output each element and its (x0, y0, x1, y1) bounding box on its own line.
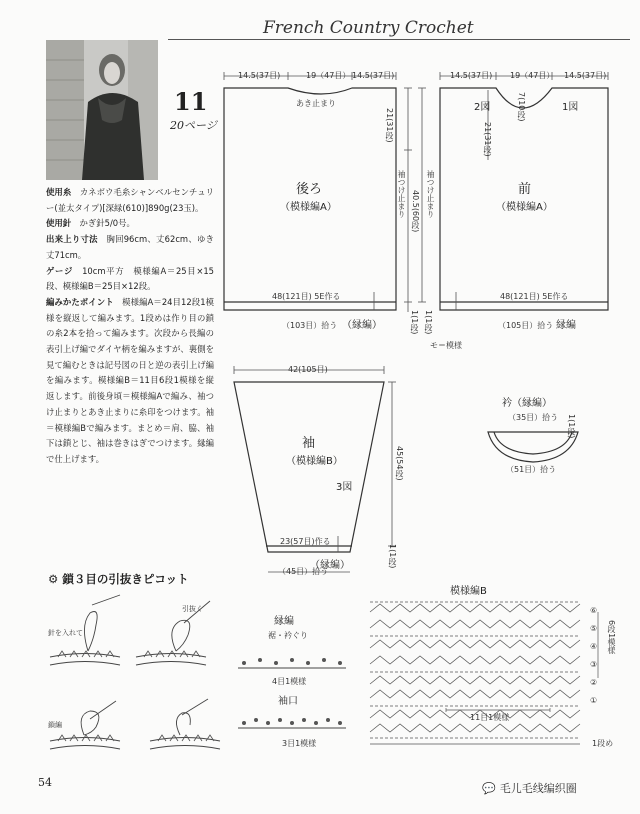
sleeve-height: 45(54段) (395, 446, 404, 481)
collar-height: 1(1段) (567, 414, 576, 439)
size-text: 胸回96cm、丈62cm、ゆき丈71cm。 (46, 234, 215, 260)
front-neck-depth: 7(10段) (517, 92, 526, 122)
front-pick: （105目）拾う (498, 321, 554, 330)
front-dim-top-left: 14.5(37目) (450, 71, 493, 80)
back-bottom-dim: 48(121目) 5E作る (272, 292, 341, 301)
back-dim-top-right: 14.5(37目) (352, 71, 395, 80)
page-reference: 20ページ (170, 119, 217, 132)
back-title: 後ろ (296, 182, 323, 197)
front-neck-left: 2図 (474, 102, 491, 113)
front-dim-top-mid: 19（47目） (510, 71, 555, 80)
row-5: ⑤ (590, 624, 598, 633)
row-2: ② (590, 678, 598, 687)
edging-title: 縁編 (274, 616, 294, 627)
back-sleeve-stop: 袖つけ止まり (397, 170, 406, 218)
wechat-icon: 💬 (482, 781, 496, 795)
picot-note-2: 引抜く (182, 605, 203, 613)
sleeve-figure: 3図 (336, 482, 353, 493)
page-number: 54 (38, 776, 52, 789)
picot-note-1: 針を入れて (48, 629, 83, 637)
collar-inner (494, 432, 572, 454)
gauge-label: ゲージ (46, 265, 73, 276)
points-label: 編みかたポイント (46, 296, 114, 307)
edging-repeat-1: 4目1模様 (272, 677, 307, 686)
edging-subtitle: 裾・衿ぐり (268, 631, 308, 640)
yarn-text: カネボウ毛糸シャンベルセンチュリー(並太タイプ)[深緑(610)]890g(23玉)。 (46, 187, 215, 213)
sleeve-pick: （45目）拾う (278, 567, 329, 576)
sleeve-bottom-dim: 23(57目)作る (280, 537, 331, 546)
sleeve-edge-h: 1(1段) (388, 544, 397, 569)
front-title: 前 (518, 182, 532, 197)
back-dim-top-mid: 19（47目） (306, 71, 351, 80)
pattern-b-title: 模様編B (450, 586, 487, 597)
back-subtitle: （模様編A） (280, 202, 337, 213)
yarn-label: 使用糸 (46, 187, 72, 197)
row-4: ④ (590, 642, 598, 651)
pattern-b-repeat: 11目1模様 (470, 713, 510, 722)
collar-outline (488, 432, 578, 462)
front-neck-depth2: 21(31段) (483, 122, 492, 157)
pattern-b-side: 6段1模様 (607, 620, 616, 655)
row-3: ③ (590, 660, 598, 669)
edging-repeat-2: 3目1模様 (282, 739, 317, 748)
back-edge-h: 1(1段) (410, 310, 419, 335)
sleeve-title: 袖 (302, 436, 316, 451)
picot-illustrations (50, 595, 220, 749)
collar-pick-top: （35目）拾う (508, 413, 559, 422)
collar-pick-bottom: （51目）拾う (506, 465, 557, 474)
picot-title-text: 鎖３目の引抜きピコット (62, 572, 189, 586)
front-subtitle: （模様編A） (496, 202, 553, 213)
front-edge-h: 1(1段) (424, 310, 433, 335)
back-pick: （103目）拾う (282, 321, 338, 330)
back-dim-top-left: 14.5(37目) (238, 71, 281, 80)
back-dim-h2: 40.5(60段) (411, 190, 420, 233)
sleeve-outline (234, 382, 384, 552)
collar-title: 衿（縁編） (502, 398, 552, 409)
row-6: ⑥ (590, 606, 598, 615)
sleeve-edge: （縁編） (310, 560, 350, 571)
back-edge: （縁編） (342, 320, 382, 331)
front-neck-right: 1図 (562, 102, 579, 113)
row-1: ① (590, 696, 598, 705)
sleeve-subtitle: （模様編B） (286, 456, 343, 467)
needle-text: かぎ針5/0号。 (79, 218, 135, 229)
size-label: 出来上り寸法 (46, 234, 98, 245)
front-bottom-dim: 48(121目) 5E作る (500, 292, 569, 301)
back-open-stop: あき止まり (296, 99, 336, 108)
gauge-text: 10cm平方 模様編A＝25目×15段、模様編B＝25目×12段。 (46, 265, 215, 292)
pattern-number: 11 (174, 87, 208, 116)
needle-label: 使用針 (46, 218, 72, 229)
pattern-b-row1: 1段め (592, 739, 614, 748)
front-edge: 縁編 (556, 320, 576, 331)
picot-icon: ⚙ (48, 572, 59, 586)
back-dim-left-h: 21(31段) (385, 108, 394, 143)
brand-title: French Country Crochet (257, 18, 480, 38)
points-text: 模様編A＝24目12段1模様を縦返して編みます。1段めは作り目の鎖の糸2本を拾って編みます。次段から長編の表引上げ編でダイヤ柄を編みますが、裏側を見て編むときは記号図の日と逆の表引上げ編を編みます。模様編B＝11目6段1模様を縦返します。前後身頃＝模様編Aで編み、袖つけ止まりとあき止まりに糸印をつけます。袖＝模様編Bで編みます。まとめ＝肩、脇、袖下は鎖とじ、袖は巻きはぎでつけます。縁編で仕上げます。 (46, 296, 215, 464)
sleeve-top-dim: 42(105目) (288, 365, 328, 374)
cuff-title: 袖口 (278, 696, 298, 707)
watermark (482, 780, 577, 796)
picot-title (48, 571, 189, 587)
front-sleeve-stop: 袖つけ止まり (426, 170, 435, 218)
watermark-text: 毛儿毛线编织圈 (499, 782, 577, 795)
same-pattern-note: モ＝模様 (430, 341, 462, 350)
picot-note-3: 鎖編 (48, 721, 62, 729)
front-dim-top-right: 14.5(37目) (564, 71, 607, 80)
